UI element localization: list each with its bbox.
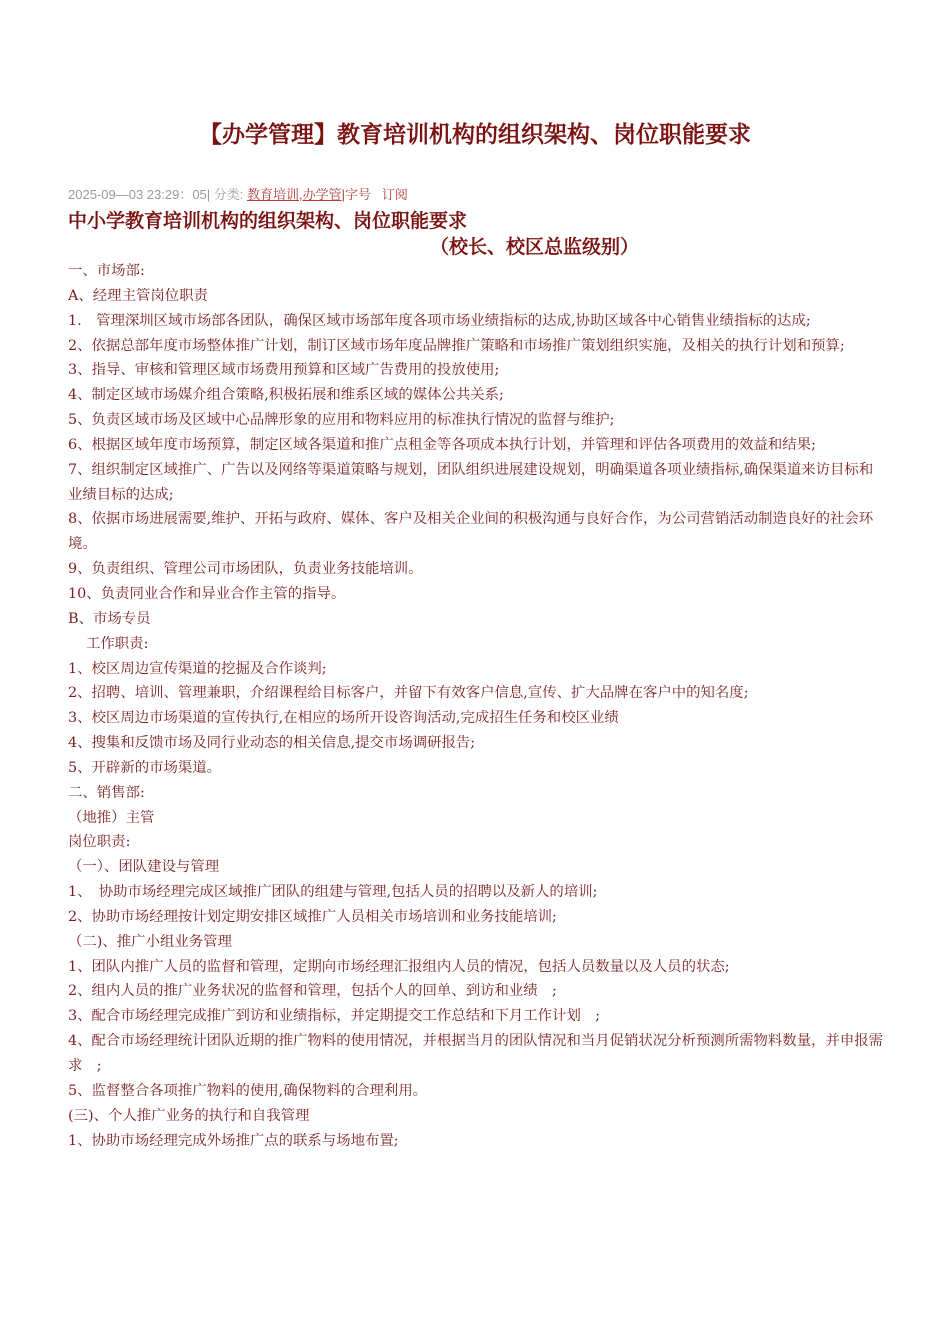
body-line: 工作职责: xyxy=(86,635,149,652)
body-line: （一）、团队建设与管理 xyxy=(68,859,220,876)
publish-date: 2025-09—03 23:29：05| xyxy=(68,187,211,202)
article-meta xyxy=(68,186,408,204)
body-line: （地推）主管 xyxy=(68,809,155,826)
font-size-link[interactable]: |字号 xyxy=(341,187,372,202)
category-link[interactable]: 教育培训,办学管 xyxy=(247,187,342,202)
body-line: （二)、推广小组业务管理 xyxy=(68,933,232,950)
body-line: 9、负责组织、管理公司市场团队，负责业务技能培训。 xyxy=(68,561,423,578)
body-line: 4、配合市场经理统计团队近期的推广物料的使用情况，并根据当月的团队情况和当月促销状况分析预测所需物料数量，并申报需求 ; xyxy=(68,1033,884,1074)
body-line: 7、组织制定区域推广、广告以及网络等渠道策略与规划，团队组织进展建设规划，明确渠道各项业绩指标,确保渠道来访目标和业绩目标的达成; xyxy=(68,461,874,503)
body-line: 8、依据市场进展需要,维护、开拓与政府、媒体、客户及相关企业间的积极沟通与良好合作，为公司营销活动制造良好的社会环境。 xyxy=(68,511,874,553)
body-line: 1、 协助市场经理完成区域推广团队的组建与管理,包括人员的招聘以及新人的培训; xyxy=(68,884,598,901)
body-line: 5、开辟新的市场渠道。 xyxy=(68,759,222,776)
body-line: 5、负责区域市场及区域中心品牌形象的应用和物料应用的标准执行情况的监督与维护; xyxy=(68,412,615,429)
body-line: 2、协助市场经理按计划定期安排区域推广人员相关市场培训和业务技能培训; xyxy=(68,908,557,925)
body-line: 2、依据总部年度市场整体推广计划，制订区域市场年度品牌推广策略和市场推广策划组织实施，及相关的执行计划和预算; xyxy=(68,337,845,354)
body-line: B、市场专员 xyxy=(68,610,151,627)
body-line: 10、负责同业合作和异业合作主管的指导。 xyxy=(68,585,346,602)
body-line: (三)、个人推广业务的执行和自我管理 xyxy=(68,1107,310,1124)
section-subtitle: （校长、校区总监级别） xyxy=(430,236,640,258)
body-line: 3、指导、审核和管理区域市场费用预算和区域广告费用的投放使用; xyxy=(68,362,500,379)
body-line: 4、制定区域市场媒介组合策略,积极拓展和维系区域的媒体公共关系; xyxy=(68,387,504,404)
body-line: 2、招聘、培训、管理兼职，介绍课程给目标客户，并留下有效客户信息,宣传、扩大品牌在客户中的知名度; xyxy=(68,685,749,702)
body-line: 一、市场部: xyxy=(68,263,145,279)
body-line: 岗位职责: xyxy=(68,834,131,851)
category-label: 分类: xyxy=(213,187,244,202)
body-line: 3、校区周边市场渠道的宣传执行,在相应的场所开设咨询活动,完成招生任务和校区业绩 xyxy=(68,710,619,727)
body-line: 6、根据区域年度市场预算，制定区域各渠道和推广点租金等各项成本执行计划，并管理和评估各项费用的效益和结果; xyxy=(68,436,816,453)
document-body xyxy=(68,259,884,1153)
subscribe-link[interactable]: 订阅 xyxy=(381,187,408,202)
body-line: A、经理主管岗位职责 xyxy=(68,287,208,304)
body-line: 二、销售部: xyxy=(68,784,145,801)
body-line: 4、搜集和反馈市场及同行业动态的相关信息,提交市场调研报告; xyxy=(68,735,476,752)
body-line: 2、组内人员的推广业务状况的监督和管理，包括个人的回单、到访和业绩 ; xyxy=(68,983,557,1000)
section-title: 中小学教育培训机构的组织架构、岗位职能要求 xyxy=(68,210,468,232)
body-line: 3、配合市场经理完成推广到访和业绩指标，并定期提交工作总结和下月工作计划 ; xyxy=(68,1008,601,1025)
body-line: 5、监督整合各项推广物料的使用,确保物料的合理利用。 xyxy=(68,1082,428,1099)
body-line: 1、协助市场经理完成外场推广点的联系与场地布置; xyxy=(68,1132,399,1149)
document-title: 【办学管理】教育培训机构的组织架构、岗位职能要求 xyxy=(199,122,751,148)
body-line: 1. 管理深圳区域市场部各团队，确保区域市场部年度各项市场业绩指标的达成,协助区域各中心销售业绩指标的达成; xyxy=(68,312,811,329)
body-line: 1、团队内推广人员的监督和管理，定期向市场经理汇报组内人员的情况，包括人员数量以及人员的状态; xyxy=(68,958,730,975)
body-line: 1、校区周边宣传渠道的挖掘及合作谈判; xyxy=(68,660,327,677)
